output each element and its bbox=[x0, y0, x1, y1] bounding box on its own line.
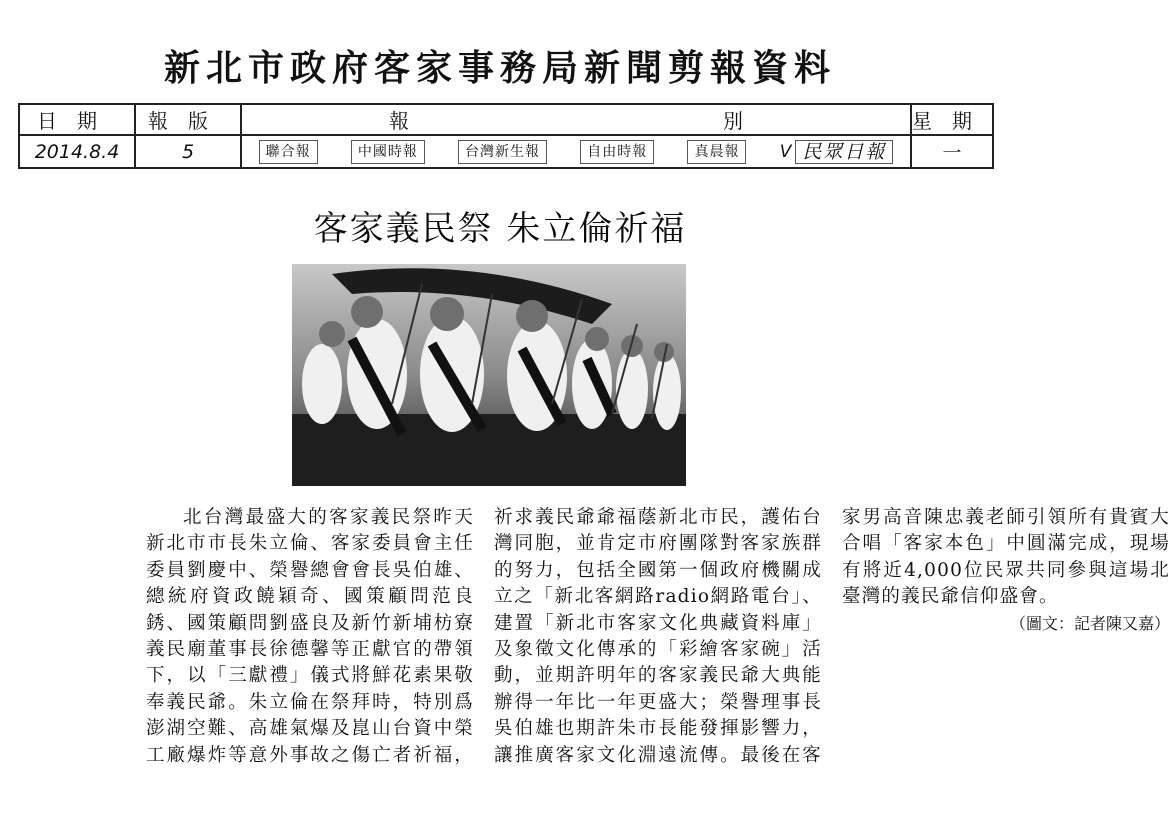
paper-item bbox=[351, 140, 425, 164]
article-title: 客家義民祭 朱立倫祈福 bbox=[313, 209, 687, 249]
weekday-value: 一 bbox=[911, 135, 993, 168]
article-body-content: 北台灣最盛大的客家義民祭昨天新北市市長朱立倫、客家委員會主任委員劉慶中、榮譽總會會長吳伯雄、總統府資政饒穎奇、國策顧問范良銹、國策顧問劉盛良及新竹新埔枋寮義民廟董事長徐德馨等正獻官的帶領下，以「三獻禮」儀式將鮮花素果敬奉義民爺。朱立倫在祭拜時，特別爲澎湖空難、高雄氣爆及崑山台資中榮工廠爆炸等意外事故之傷亡者祈福，祈求義民爺爺福蔭新北市民，護佑台灣同胞，並肯定市府團隊對客家族群的努力，包括全國第一個政府機關成立之「新北客網路radio網路電台」、建置「新北市客家文化典藏資料庫」及象徵文化傳承的「彩繪客家碗」活動，並期許明年的客家義民爺大典能辦得一年比一年更盛大；榮譽理事長吳伯雄也期許朱市長能發揮影響力，讓推廣客家文化淵遠流傳。最後在客家男高音陳忠義老師引領所有貴賓大合唱「客家本色」中圓滿完成，現場有將近4,000位民眾共同參與這場北臺灣的義民爺信仰盛會。 bbox=[146, 507, 1170, 766]
newspaper-header-category: 別 bbox=[723, 109, 763, 133]
date-header: 日期 bbox=[19, 104, 135, 135]
ceremony-photo-illustration bbox=[292, 264, 686, 486]
edition-header: 報版 bbox=[135, 104, 241, 135]
paper-name: 中國時報 bbox=[351, 140, 425, 164]
newspaper-header bbox=[241, 104, 911, 135]
weekday-header: 星期 bbox=[911, 104, 993, 135]
newspaper-header-paper: 報 bbox=[389, 109, 429, 133]
paper-name-handwritten: 民眾日報 bbox=[795, 140, 893, 164]
meta-header-row bbox=[19, 104, 993, 135]
date-value: 2014.8.4 bbox=[19, 135, 135, 168]
newspaper-list bbox=[241, 135, 911, 168]
edition-value: 5 bbox=[135, 135, 241, 168]
paper-item bbox=[458, 140, 547, 164]
paper-item bbox=[687, 140, 746, 164]
news-photo bbox=[292, 264, 686, 486]
paper-name: 台灣新生報 bbox=[458, 140, 547, 164]
meta-value-row bbox=[19, 135, 993, 168]
article-body-text bbox=[146, 505, 1170, 790]
paper-item bbox=[580, 140, 654, 164]
paper-item bbox=[259, 140, 318, 164]
paper-name: 聯合報 bbox=[259, 140, 318, 164]
photo-credit: （圖文：記者陳又嘉） bbox=[1009, 613, 1170, 633]
clipping-header-title: 新北市政府客家事務局新聞剪報資料 bbox=[163, 47, 836, 89]
paper-item-checked bbox=[780, 140, 894, 164]
checkmark-icon: V bbox=[779, 141, 793, 162]
clipping-meta-table bbox=[18, 103, 994, 169]
paper-name: 自由時報 bbox=[580, 140, 654, 164]
article-body bbox=[146, 505, 1170, 790]
paper-name: 真晨報 bbox=[687, 140, 746, 164]
